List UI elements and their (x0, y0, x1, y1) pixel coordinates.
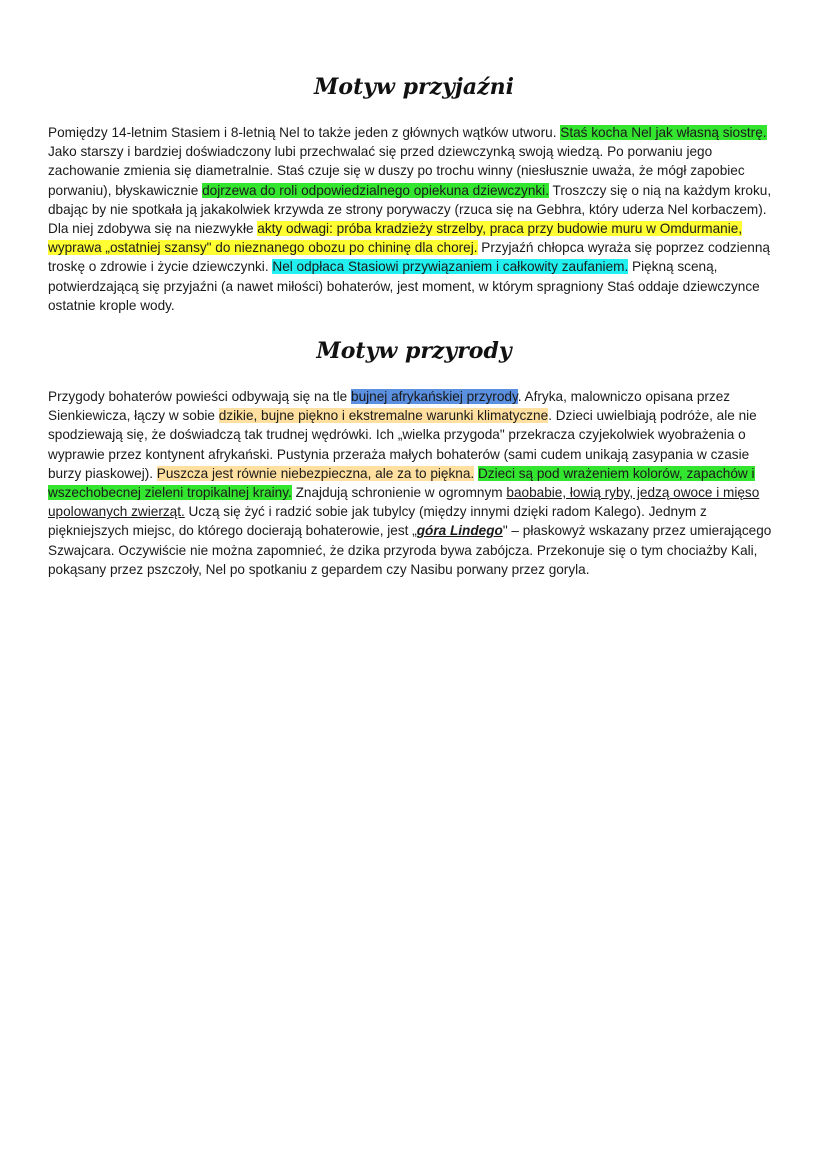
highlight-yellow: akty odwagi: próba kradzieży strzelby, praca przy budowie muru w Omdurmanie, wyprawa „ostatniej szansy" do nieznanego obozu po chininę dla chorej. (48, 221, 743, 256)
highlight-green: dojrzewa do roli odpowiedzialnego opiekuna dziewczynki. (202, 182, 549, 198)
highlight-orange: Puszcza jest równie niebezpieczna, ale za to piękna. (156, 465, 475, 481)
text-segment: Piękną sceną, potwierdzającą się przyjaźni (a nawet miłości) bohaterów, jest moment, w którym spragniony Staś oddaje dziewczynce ostatnie krople wody. (48, 259, 760, 313)
highlight-green: Dzieci są pod wrażeniem kolorów, zapachów i wszechobecnej zieleni tropikalnej krainy. (48, 465, 755, 501)
highlight-cyan: Nel odpłaca Stasiowi przywiązaniem i całkowity zaufaniem. (272, 259, 629, 275)
text-segment: Przyjaźń chłopca wyraża się poprzez codzienną troskę o zdrowie i życie dziewczynki. (48, 240, 770, 275)
highlight-green: Staś kocha Nel jak własną siostrę. (560, 125, 767, 140)
text-segment: Przygody bohaterów powieści odbywają się na tle (48, 389, 352, 404)
text-segment: Pomiędzy 14-letnim Stasiem i 8-letnią Nel to także jeden z głównych wątków utworu. (48, 125, 561, 140)
text-segment: . Afryka, malowniczo opisana przez Sienkiewicza, łączy w sobie (48, 389, 731, 424)
text-segment: . Dzieci uwielbiają podróże, ale nie spodziewają się, że doświadczą tak trudnej wędrówki. Ich „wielka przygoda" przekracza czyjekolwiek wyobrażenia o wyprawie przez kontynent afrykański. Pustynia przeraża małych bohaterów (sami cudem unikają zasypania w czasie burzy piaskowej). (48, 408, 757, 481)
highlight-orange: dzikie, bujne piękno i ekstremalne warunki klimatyczne (218, 408, 549, 424)
section-title-friendship: Motyw przyjaźni (314, 74, 514, 100)
text-segment: Znajdują schronienie w ogromnym (291, 485, 507, 501)
bold-italic-term: góra Lindego (416, 523, 503, 539)
underlined-text: baobabie, łowią ryby, jedzą owoce i mięso upolowanych zwierząt. (48, 485, 760, 520)
text-segment: Uczą się żyć i radzić sobie jak tubylcy (między innymi dzięki radom Kalego). Jednym z piękniejszych miejsc, do którego docierają bohaterowie, jest „ (48, 504, 707, 539)
paragraph-friendship (48, 123, 778, 315)
paragraph-nature (48, 387, 778, 579)
section-title-nature: Motyw przyrody (316, 338, 512, 364)
highlight-blue: bujnej afrykańskiej przyrody (351, 389, 518, 404)
text-segment: Troszczy się o nią na każdym kroku, dbając by nie spotkała ją jakakolwiek krzywda ze strony porywaczy (rzuca się na Gebhra, który uderza Nel korbaczem). Dla niej zdobywa się na niezwykłe (48, 182, 772, 237)
text-segment: Jako starszy i bardziej doświadczony lubi przechwalać się przed dziewczynką swoją wiedzą. Po porwaniu jego zachowanie zmienia się diametralnie. Staś czuje się w duszy po trochu winny (niesłusznie uważa, że mógł zapobiec porwaniu), błyskawicznie (48, 144, 745, 198)
text-segment: " – płaskowyż wskazany przez umierającego Szwajcara. Oczywiście nie można zapomnieć, że dzika przyroda bywa zabójcza. Przekonuje się o tym chociażby Kali, pokąsany przez pszczoły, Nel po spotkaniu z gepardem czy Nasibu porwany przez goryla. (48, 523, 772, 577)
